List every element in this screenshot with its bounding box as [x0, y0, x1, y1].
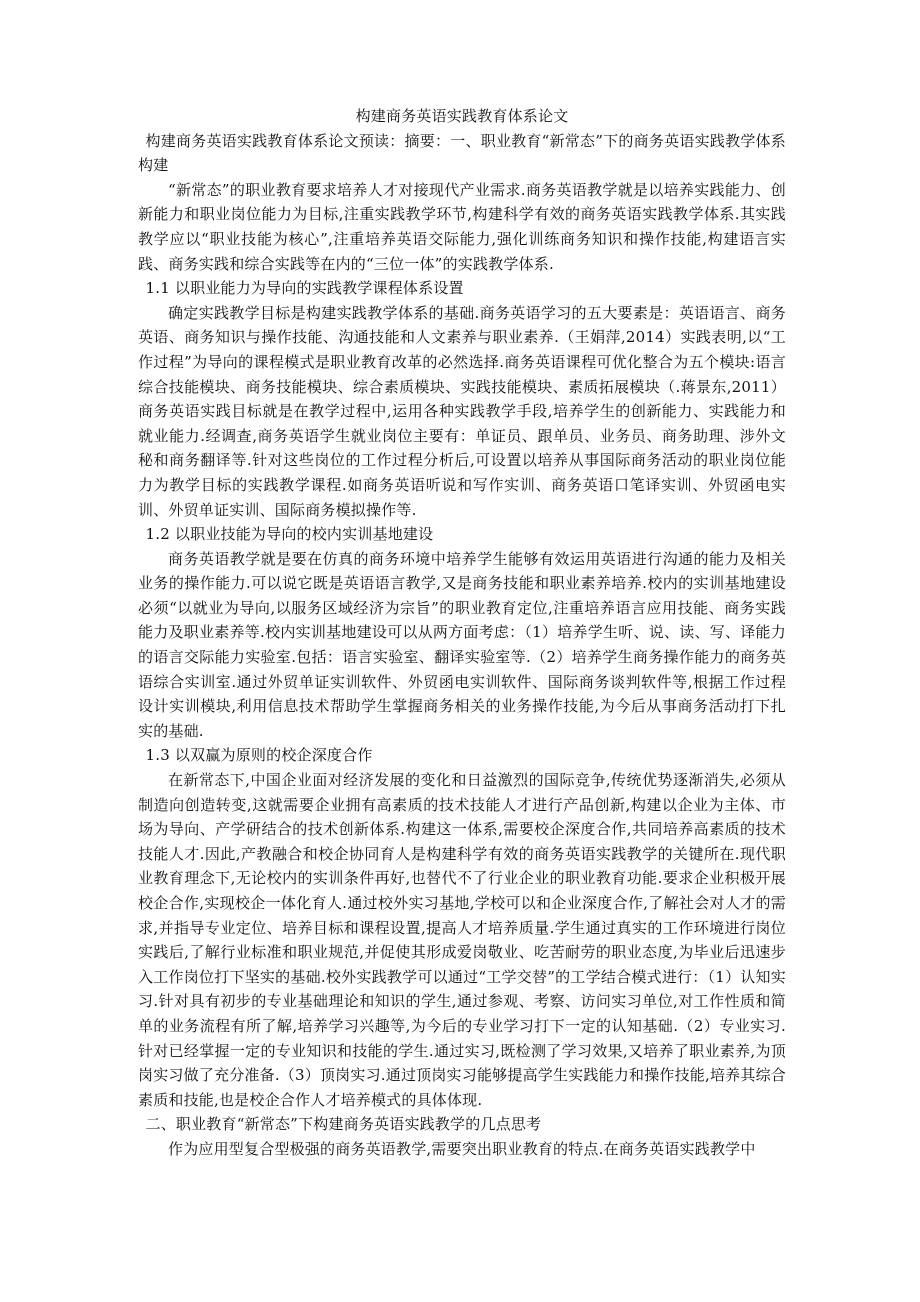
paragraph-5: 作为应用型复合型极强的商务英语教学,需要突出职业教育的特点.在商务英语实践教学中 — [168, 1139, 756, 1158]
document-title: 构建商务英语实践教育体系论文 — [355, 107, 569, 125]
paragraph-2: 确定实践教学目标是构建实践教学体系的基础.商务英语学习的五大要素是：英语语言、商务英语、商务知识与操作技能、沟通技能和人文素养与职业素养.（王娟萍,2014）实践表明,以“工作过程”为导向的课程模式是职业教育改革的必然选择.商务英语课程可优化整合为五个模块:语言综合技能模块、商务技能模块、综合素质模块、实践技能模块、素质拓展模块（.蒋景东,2011）商务英语实践目标就是在教学过程中,运用各种实践教学手段,培养学生的创新能力、实践能力和就业能力.经调查,商务英语学生就业岗位主要有：单证员、跟单员、业务员、商务助理、涉外文秘和商务翻译等.针对这些岗位的工作过程分析后,可设置以培养从事国际商务活动的职业岗位能力为教学目标的实践教学课程.如商务英语听说和写作实训、商务英语口笔译实训、外贸函电实训、外贸单证实训、国际商务模拟操作等. — [138, 303, 786, 519]
paragraph-3: 商务英语教学就是要在仿真的商务环境中培养学生能够有效运用英语进行沟通的能力及相关业务的操作能力.可以说它既是英语语言教学,又是商务技能和职业素养培养.校内的实训基地建设必须“以就业为导向,以服务区域经济为宗旨”的职业教育定位,注重培养语言应用技能、商务实践能力及职业素养等.校内实训基地建设可以从两方面考虑：（1）培养学生听、说、读、写、译能力的语言交际能力实验室.包括：语言实验室、翻译实验室等.（2）培养学生商务操作能力的商务英语综合实训室.通过外贸单证实训软件、外贸函电实训软件、国际商务谈判软件等,根据工作过程设计实训模块,利用信息技术帮助学生掌握商务相关的业务操作技能,为今后从事商务活动打下扎实的基础. — [138, 549, 786, 740]
section-heading-1-3: 1.3 以双赢为原则的校企深度合作 — [145, 746, 373, 765]
document-intro: 构建商务英语实践教育体系论文预读：摘要：一、职业教育“新常态”下的商务英语实践教学体系构建 — [138, 131, 786, 175]
paragraph-1: “新常态”的职业教育要求培养人才对接现代产业需求.商务英语教学就是以培养实践能力、创新能力和职业岗位能力为目标,注重实践教学环节,构建科学有效的商务英语实践教学体系.其实践教学应以“职业技能为核心”,注重培养英语交际能力,强化训练商务知识和操作技能,构建语言实践、商务实践和综合实践等在内的“三位一体”的实践教学体系. — [138, 180, 786, 273]
section-heading-1-1: 1.1 以职业能力为导向的实践教学课程体系设置 — [145, 279, 464, 298]
section-heading-1-2: 1.2 以职业技能为导向的校内实训基地建设 — [145, 525, 434, 544]
section-heading-2: 二、职业教育“新常态”下构建商务英语实践教学的几点思考 — [145, 1115, 542, 1134]
paragraph-4: 在新常态下,中国企业面对经济发展的变化和日益激烈的国际竞争,传统优势逐渐消失,必须从制造向创造转变,这就需要企业拥有高素质的技术技能人才进行产品创新,构建以企业为主体、市场为导向、产学研结合的技术创新体系.构建这一体系,需要校企深度合作,共同培养高素质的技术技能人才.因此,产教融合和校企协同育人是构建科学有效的商务英语实践教学的关键所在.现代职业教育理念下,无论校内的实训条件再好,也替代不了行业企业的职业教育功能.要求企业积极开展校企合作,实现校企一体化育人.通过校外实习基地,学校可以和企业深度合作,了解社会对人才的需求,并指导专业定位、培养目标和课程设置,提高人才培养质量.学生通过真实的工作环境进行岗位实践后,了解行业标准和职业规范,并促使其形成爱岗敬业、吃苦耐劳的职业态度,为毕业后迅速步入工作岗位打下坚实的基础.校外实践教学可以通过“工学交替”的工学结合模式进行：（1）认知实习.针对具有初步的专业基础理论和知识的学生,通过参观、考察、访问实习单位,对工作性质和简单的业务流程有所了解,培养学习兴趣等,为今后的专业学习打下一定的认知基础.（2）专业实习.针对已经掌握一定的专业知识和技能的学生.通过实习,既检测了学习效果,又培养了职业素养,为顶岗实习做了充分准备.（3）顶岗实习.通过顶岗实习能够提高学生实践能力和操作技能,培养其综合素质和技能,也是校企合作人才培养模式的具体体现. — [138, 771, 786, 1109]
document-page — [138, 104, 786, 1162]
